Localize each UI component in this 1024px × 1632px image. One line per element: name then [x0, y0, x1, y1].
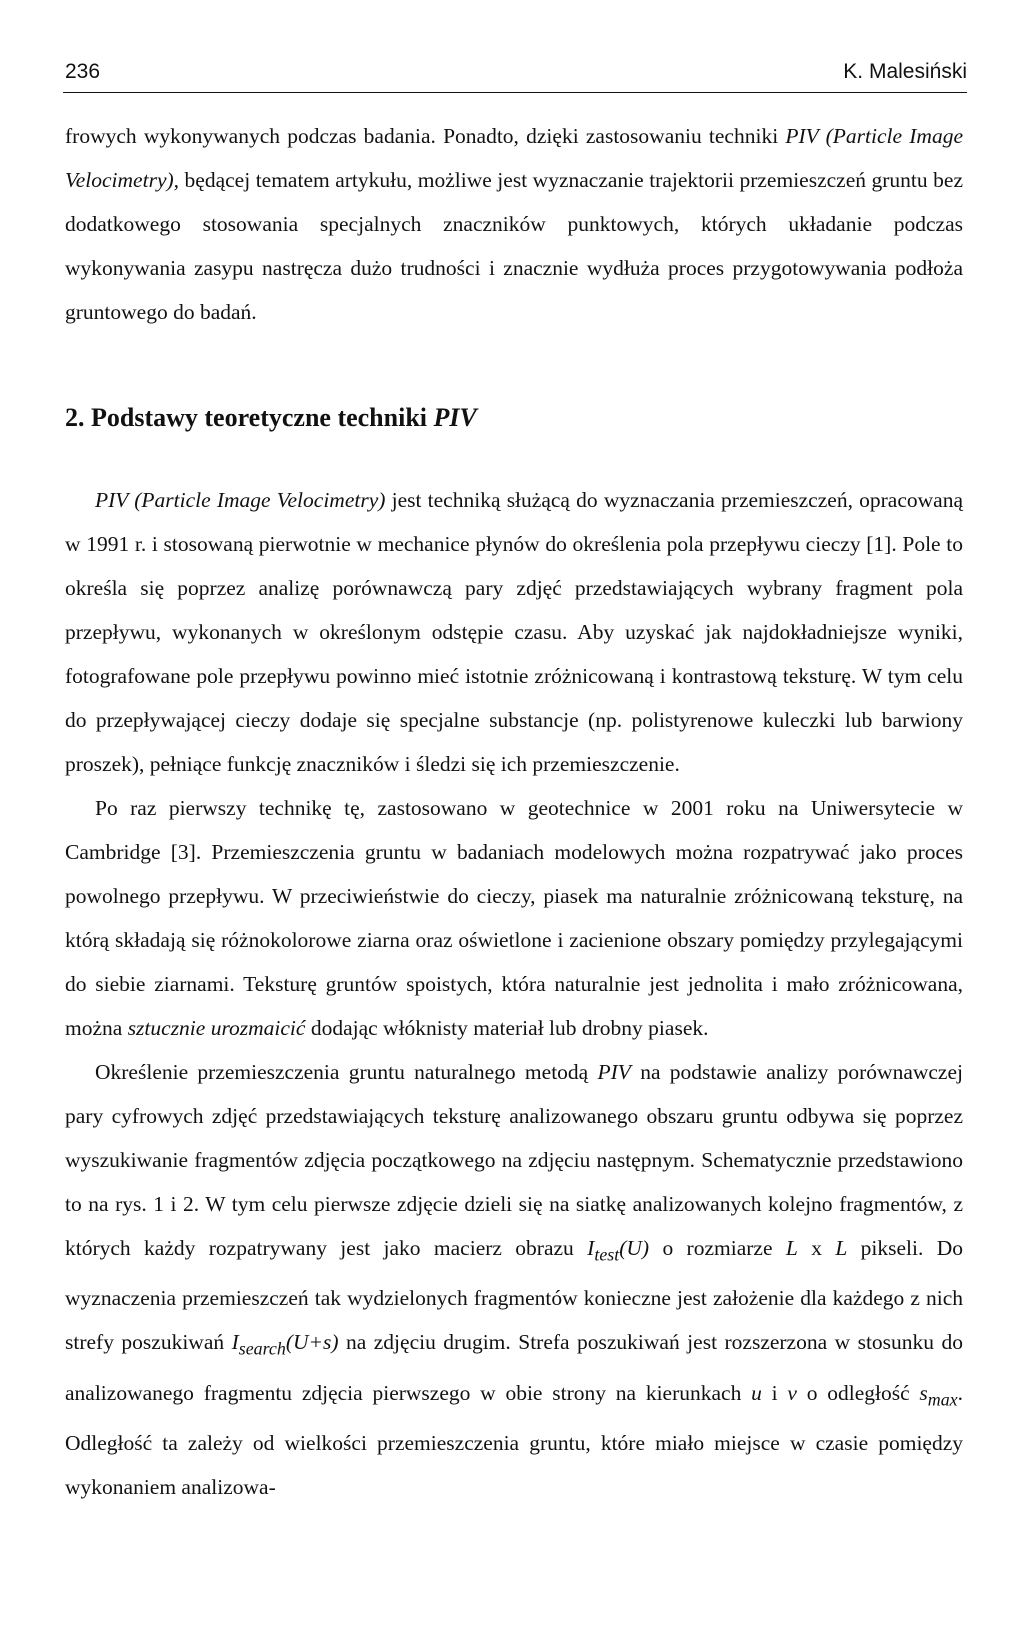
text-run: x [797, 1236, 836, 1260]
intro-text [65, 114, 963, 334]
text-run: pikseli. Do wyznaczenia przemieszczeń tak wydzielonych fragmentów konieczne jest założenie dla każdego z nich strefy poszukiwań [65, 1236, 964, 1355]
text-run: u [751, 1380, 762, 1405]
text-run: I [587, 1236, 595, 1260]
subscript-text: search [238, 1338, 286, 1359]
text-run: L [835, 1236, 848, 1260]
text-run: sztucznie urozmaicić [127, 1016, 306, 1040]
text-run: (U) [619, 1236, 650, 1260]
text-run: frowych wykonywanych podczas badania. Ponadto, dzięki zastosowaniu techniki [65, 124, 786, 148]
subscript-text: max [927, 1388, 958, 1409]
text-run: s [919, 1380, 928, 1405]
text-run: Po raz pierwszy technikę tę, zastosowano w geotechnice w 2001 roku na Uniwersytecie w Cambridge [3]. Przemieszczenia gruntu w badaniach modelowych można rozpatrywać jako proces powolnego przepływu. W przeciwieństwie do cieczy, piasek ma naturalnie zróżnicowaną teksturę, na którą składają się różnokolorowe ziarna oraz oświetlone i zacienione obszary pomiędzy przylegającymi do siebie ziarnami. Teksturę gruntów spoistych, która naturalnie jest jednolita i mało zróżnicowana, można [65, 796, 963, 1040]
text-run: dodając włóknisty materiał lub drobny piasek. [305, 1016, 709, 1040]
running-header [63, 58, 967, 93]
text-run: PIV [597, 1060, 631, 1084]
text-run: I [231, 1330, 239, 1355]
text-run: Określenie przemieszczenia gruntu naturalnego metodą [95, 1060, 598, 1084]
section-title: Podstawy teoretyczne techniki [91, 403, 434, 432]
text-run: PIV (Particle Image Velocimetry), [65, 124, 963, 192]
paragraph [65, 1050, 963, 1509]
paragraph [65, 478, 963, 786]
text-run: i [761, 1380, 788, 1405]
section-text [65, 478, 963, 1509]
paragraph [65, 114, 963, 334]
text-run: L [785, 1236, 798, 1260]
text-run: na podstawie analizy porównawczej pary cyfrowych zdjęć przedstawiających teksturę analizowanego obszaru gruntu odbywa się poprzez wyszukiwanie fragmentów zdjęcia początkowego na zdjęciu następnym. Schematycznie przedstawiono to na rys. 1 i 2. W tym celu pierwsze zdjęcie dzieli się na siatkę analizowanych kolejno fragmentów, z których każdy rozpatrywany jest jako macierz obrazu [65, 1060, 963, 1260]
section-heading [65, 396, 963, 440]
subscript-text: test [594, 1244, 620, 1265]
text-run: o rozmiarze [649, 1236, 786, 1260]
text-run: o odległość [796, 1380, 920, 1405]
running-author: K. Malesiński [843, 60, 967, 83]
page-body [65, 114, 963, 1509]
text-run: (U+s) [285, 1330, 339, 1355]
paragraph [65, 786, 963, 1050]
text-run: . Odległość ta zależy od wielkości przemieszczenia gruntu, które miało miejsce w czasie pomiędzy wykonaniem analizowa- [65, 1380, 963, 1499]
text-run: jest techniką służącą do wyznaczania przemieszczeń, opracowaną w 1991 r. i stosowaną pierwotnie w mechanice płynów do określenia pola przepływu cieczy [1]. Pole to określa się poprzez analizę porównawczą pary zdjęć przedstawiających wybrany fragment pola przepływu, wykonanych w określonym odstępie czasu. Aby uzyskać jak najdokładniejsze wyniki, fotografowane pole przepływu powinno mieć istotnie zróżnicowaną i kontrastową teksturę. W tym celu do przepływającej cieczy dodaje się specjalne substancje (np. polistyrenowe kuleczki lub barwiony proszek), pełniące funkcję znaczników i śledzi się ich przemieszczenie. [65, 488, 963, 776]
section-title-acronym: PIV [433, 403, 477, 432]
text-run: v [787, 1380, 797, 1405]
text-run: PIV (Particle Image Velocimetry) [95, 488, 386, 512]
text-run: na zdjęciu drugim. Strefa poszukiwań jest rozszerzona w stosunku do analizowanego fragmentu zdjęcia pierwszego w obie strony na kierunkach [65, 1330, 963, 1405]
page-number: 236 [65, 60, 101, 83]
section-number: 2. [65, 403, 85, 432]
text-run: będącej tematem artykułu, możliwe jest wyznaczanie trajektorii przemieszczeń gruntu bez dodatkowego stosowania specjalnych znaczników punktowych, których układanie podczas wykonywania zasypu nastręcza dużo trudności i znacznie wydłuża proces przygotowywania podłoża gruntowego do badań. [65, 168, 963, 324]
